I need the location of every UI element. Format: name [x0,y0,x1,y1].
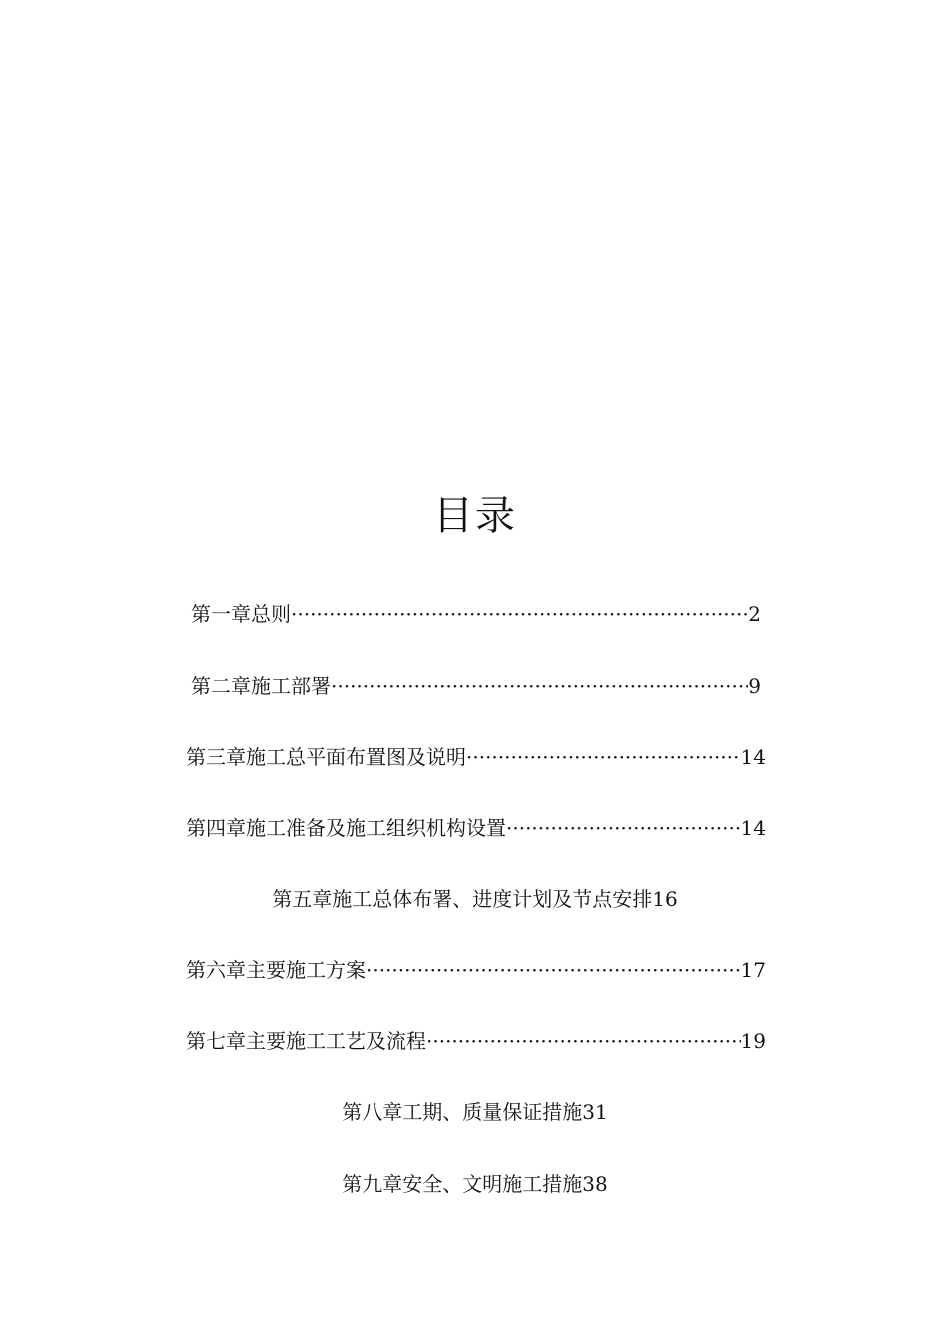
dot-leader [291,600,748,628]
toc-entry-2[interactable] [191,672,761,700]
toc-entry-9[interactable]: 第九章安全、文明施工措施38 [342,1172,608,1196]
toc-entry-1[interactable] [191,600,761,628]
toc-entry-page: 14 [740,816,766,840]
toc-entry-label: 第七章主要施工工艺及流程 [186,1029,426,1053]
dot-leader [331,672,748,700]
toc-entry-page: 17 [740,958,766,982]
toc-entry-label: 第三章施工总平面布置图及说明 [186,745,466,769]
toc-entry-label: 第二章施工部署 [191,674,331,698]
dot-leader [466,743,741,771]
toc-entry-4[interactable] [186,814,766,842]
toc-entry-5[interactable]: 第五章施工总体布署、进度计划及节点安排16 [272,887,678,911]
toc-entry-label: 第四章施工准备及施工组织机构设置 [186,816,506,840]
dot-leader [506,814,741,842]
toc-entry-6[interactable] [186,956,766,984]
dot-leader [366,956,741,984]
toc-entry-3[interactable] [186,743,766,771]
toc-entry-page: 19 [740,1029,766,1053]
toc-entry-label: 第一章总则 [191,602,291,626]
toc-entry-page: 2 [748,602,761,626]
toc-entry-8[interactable]: 第八章工期、质量保证措施31 [342,1100,608,1124]
page-title: 目录 [433,493,517,539]
dot-leader [426,1027,741,1055]
toc-entry-7[interactable] [186,1027,766,1055]
toc-entry-page: 9 [748,674,761,698]
toc-entry-page: 14 [740,745,766,769]
toc-entry-label: 第六章主要施工方案 [186,958,366,982]
